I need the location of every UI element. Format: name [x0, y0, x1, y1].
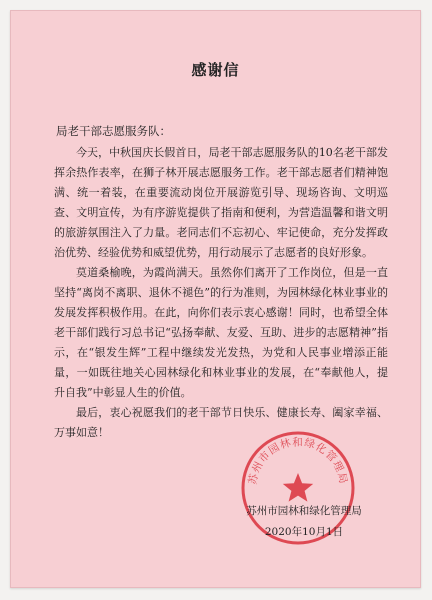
issuing-organization: 苏州市园林和绿化管理局: [246, 505, 362, 517]
letter-salutation: 局老干部志愿服务队：: [56, 124, 171, 138]
letter-paragraph: 最后，衷心祝愿我们的老干部节日快乐、健康长寿、阖家幸福、万事如意！: [54, 406, 388, 439]
letter-date: 2020年10月1日: [264, 526, 344, 538]
seal-star-icon: [283, 473, 313, 502]
letter-title: 感谢信: [191, 61, 240, 79]
letter-page: [10, 10, 421, 588]
letter-paragraph: 今天，中秋国庆长假首日，局老干部志愿服务队的10名老干部发挥余热作表率，在狮子林开展志愿服务工作。老干部志愿者们精神饱满、统一着装，在重要流动岗位开展游览引导、现场咨询、文明巡查、文明宣传，为有序游览提供了指南和便利，为营造温馨和谐文明的旅游氛围注入了力量。老同志们不忘初心、牢记使命，充分发挥政治优势、经验优势和威望优势，用行动展示了志愿者的良好形象。: [54, 146, 388, 259]
letter-paragraph: 莫道桑榆晚，为霞尚满天。虽然你们离开了工作岗位，但是一直坚持“离岗不离职、退休不褪色”的行为准则，为园林绿化林业事业的发展发挥积极作用。在此，向你们表示衷心感谢！同时，也希望全体老干部们践行习总书记“弘扬奉献、友爱、互助、进步的志愿精神”指示，在“银发生辉”工程中继续发光发热，为党和人民事业增添正能量，一如既往地关心园林绿化和林业事业的发展，在“奉献他人，提升自我”中彰显人生的价值。: [54, 266, 388, 399]
letter-body: [54, 143, 388, 443]
letter-signoff: [214, 501, 394, 543]
svg-text:苏州市园林和绿化管理局: 苏州市园林和绿化管理局: [246, 436, 350, 486]
